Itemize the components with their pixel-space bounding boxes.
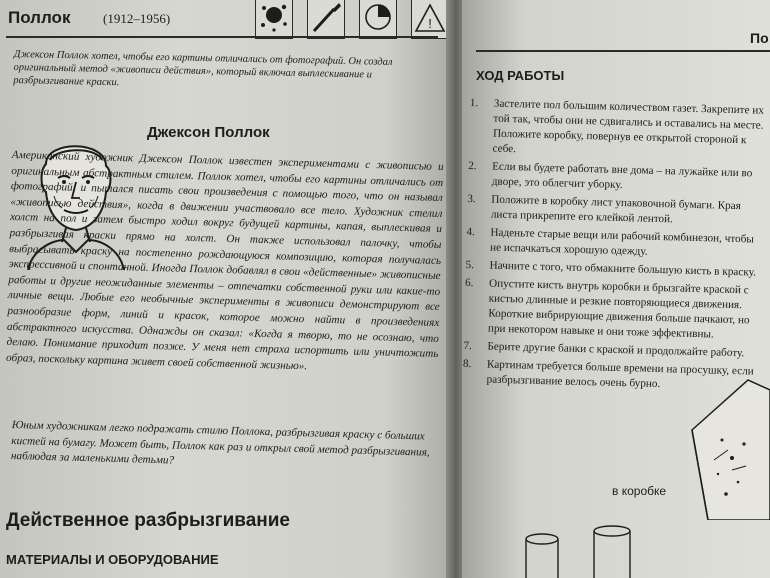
portrait-name-heading: Джексон Поллок bbox=[147, 124, 270, 141]
step-item: 3. Положите в коробку лист упаковочной бумаги. Края листа прикрепите его клейкой лентой. bbox=[467, 192, 741, 226]
paint-splatter-icon bbox=[255, 0, 293, 39]
splatter-box-illustration bbox=[688, 370, 770, 520]
svg-text:!: ! bbox=[428, 16, 432, 31]
steps-title: ХОД РАБОТЫ bbox=[476, 68, 565, 83]
bio-text-block bbox=[6, 148, 444, 378]
right-page-header: По bbox=[750, 30, 769, 46]
warning-triangle-icon bbox=[411, 0, 449, 39]
header-rule bbox=[6, 36, 438, 38]
step-item: 7. Берите другие банки с краской и продолжайте работу. bbox=[463, 339, 745, 360]
step-item: 2. Если вы будете работать вне дома – на лужайке или во дворе, это облегчит уборку. bbox=[468, 159, 753, 192]
step-item: 1. Застелите пол большим количеством газет. Закрепите их той так, чтобы они не сдвигались и оставались на месте. Положите коробку, повернув ее открытой стороной к себе. bbox=[469, 96, 765, 156]
materials-heading: МАТЕРИАЛЫ И ОБОРУДОВАНИЕ bbox=[6, 552, 219, 567]
step-item: 5. Начните с того, что обмакните большую кисть в краску. bbox=[465, 258, 756, 279]
brush-icon bbox=[307, 0, 345, 39]
right-page bbox=[462, 0, 770, 578]
step-item: 6. Опустите кисть внутрь коробки и брызгайте краской с кистью длинные и резкие повторяющиеся движения. Короткие вибрирующие движения больше пачкают, но при некотором навыке и они тоже эффективны. bbox=[464, 276, 750, 341]
palette-circle-icon bbox=[359, 0, 397, 39]
step-item: 8. Картинам требуется больше времени на просушку, если разбрызгивание велось очень бурно. bbox=[462, 357, 754, 391]
bio-paragraph: Американский художник Джексон Поллок известен экспериментами с живописью и оригинальным абстрактным стилем. Поллок хотел, чтобы его картины отличались от фотографий, и пытался писать свои произведения с помощью того, что он называл «живописью действия», когда в движении участвовало все тело. Художник стелил холст на пол и затем быстро ходил вокруг будущей картины, капая, выплескивая и разбрызгивая краски прямо на холст. Он также использовал палочку, чтобы выбрасывать краску на постепенно рождающуюся композицию, которая получалась экспрессивной и спонтанной. Иногда Поллок добавлял в свои «действенные» живописные работы и другие неожиданные элементы – отпечатки собственной руки или какие-то личные вещи. Любые его необычные эксперименты в живописи демонстрируют все разнообразие форм, линий и красок, которое можно найти в произведениях абстрактного искусства. Однажды он сказал: «Когда я творю, то не осознаю, что делаю. Понимание приходит позже. У меня нет страха испортить или уничтожить образ, поскольку картина живет своей собственной жизнью». bbox=[5, 148, 444, 373]
paint-jars-illustration bbox=[522, 525, 642, 578]
illustration-label: в коробке bbox=[612, 484, 667, 498]
section-title: Действенное разбрызгивание bbox=[6, 510, 290, 531]
page-header-years: (1912–1956) bbox=[103, 11, 171, 26]
steps-list bbox=[462, 96, 770, 398]
step-item: 4. Наденьте старые вещи или рабочий комбинезон, чтобы не испачкаться хорошую одежду. bbox=[466, 225, 755, 258]
page-header-title: Поллок bbox=[8, 8, 71, 27]
bio-paragraph-young-artists: Юным художникам легко подражать стилю Поллока, разбрызгивая краску с больших кистей на бумагу. Может быть, Поллок как раз и открыл свой метод разбрызгивания, наблюдая за маленькими детьми? bbox=[10, 418, 430, 467]
right-header-rule bbox=[476, 50, 770, 52]
intro-text: Джексон Поллок хотел, чтобы его картины отличались от фотографий. Он создал оригинальный метод «живописи действия», который включал выплескивание и разбрызгивание краски. bbox=[13, 48, 393, 89]
